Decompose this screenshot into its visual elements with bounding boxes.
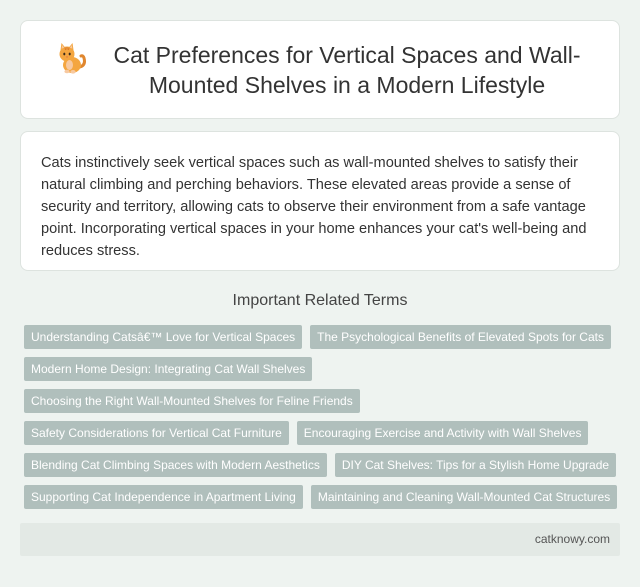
tag-row [24, 357, 620, 381]
tag-psychological-benefits[interactable]: The Psychological Benefits of Elevated Spots for Cats [310, 325, 611, 349]
tag-safety-considerations[interactable]: Safety Considerations for Vertical Cat Furniture [24, 421, 289, 445]
tag-supporting-independence[interactable]: Supporting Cat Independence in Apartment Living [24, 485, 303, 509]
description-text: Cats instinctively seek vertical spaces such as wall-mounted shelves to satisfy their natural climbing and perching behaviors. These elevated areas provide a sense of security and territory, allowing cats to observe their environment from a safe vantage point. Incorporating vertical spaces in your home enhances your cat's well-being and reduces stress. [41, 155, 587, 259]
tag-row [24, 421, 620, 445]
cat-icon [53, 40, 89, 76]
tag-row [24, 389, 620, 413]
related-terms-list [24, 325, 620, 517]
page-title: Cat Preferences for Vertical Spaces and Wall-Mounted Shelves in a Modern Lifestyle [113, 41, 581, 98]
tag-blending-aesthetics[interactable]: Blending Cat Climbing Spaces with Modern Aesthetics [24, 453, 327, 477]
tag-row [24, 325, 620, 349]
tag-choosing-shelves[interactable]: Choosing the Right Wall-Mounted Shelves for Feline Friends [24, 389, 360, 413]
title-wrap [29, 40, 611, 100]
description-card [20, 131, 620, 271]
tag-encouraging-exercise[interactable]: Encouraging Exercise and Activity with Wall Shelves [297, 421, 589, 445]
tag-row [24, 453, 620, 477]
related-terms-heading: Important Related Terms [232, 292, 408, 309]
footer-site-link[interactable]: catknowy.com [534, 532, 610, 546]
tag-understanding-cats-love[interactable]: Understanding Catsâ€™ Love for Vertical Spaces [24, 325, 302, 349]
tag-row [24, 485, 620, 509]
tag-maintaining-cleaning[interactable]: Maintaining and Cleaning Wall-Mounted Cat Structures [311, 485, 617, 509]
title-card [20, 20, 620, 119]
tag-modern-home-design[interactable]: Modern Home Design: Integrating Cat Wall Shelves [24, 357, 312, 381]
tag-diy-cat-shelves[interactable]: DIY Cat Shelves: Tips for a Stylish Home Upgrade [335, 453, 616, 477]
footer [20, 523, 620, 556]
